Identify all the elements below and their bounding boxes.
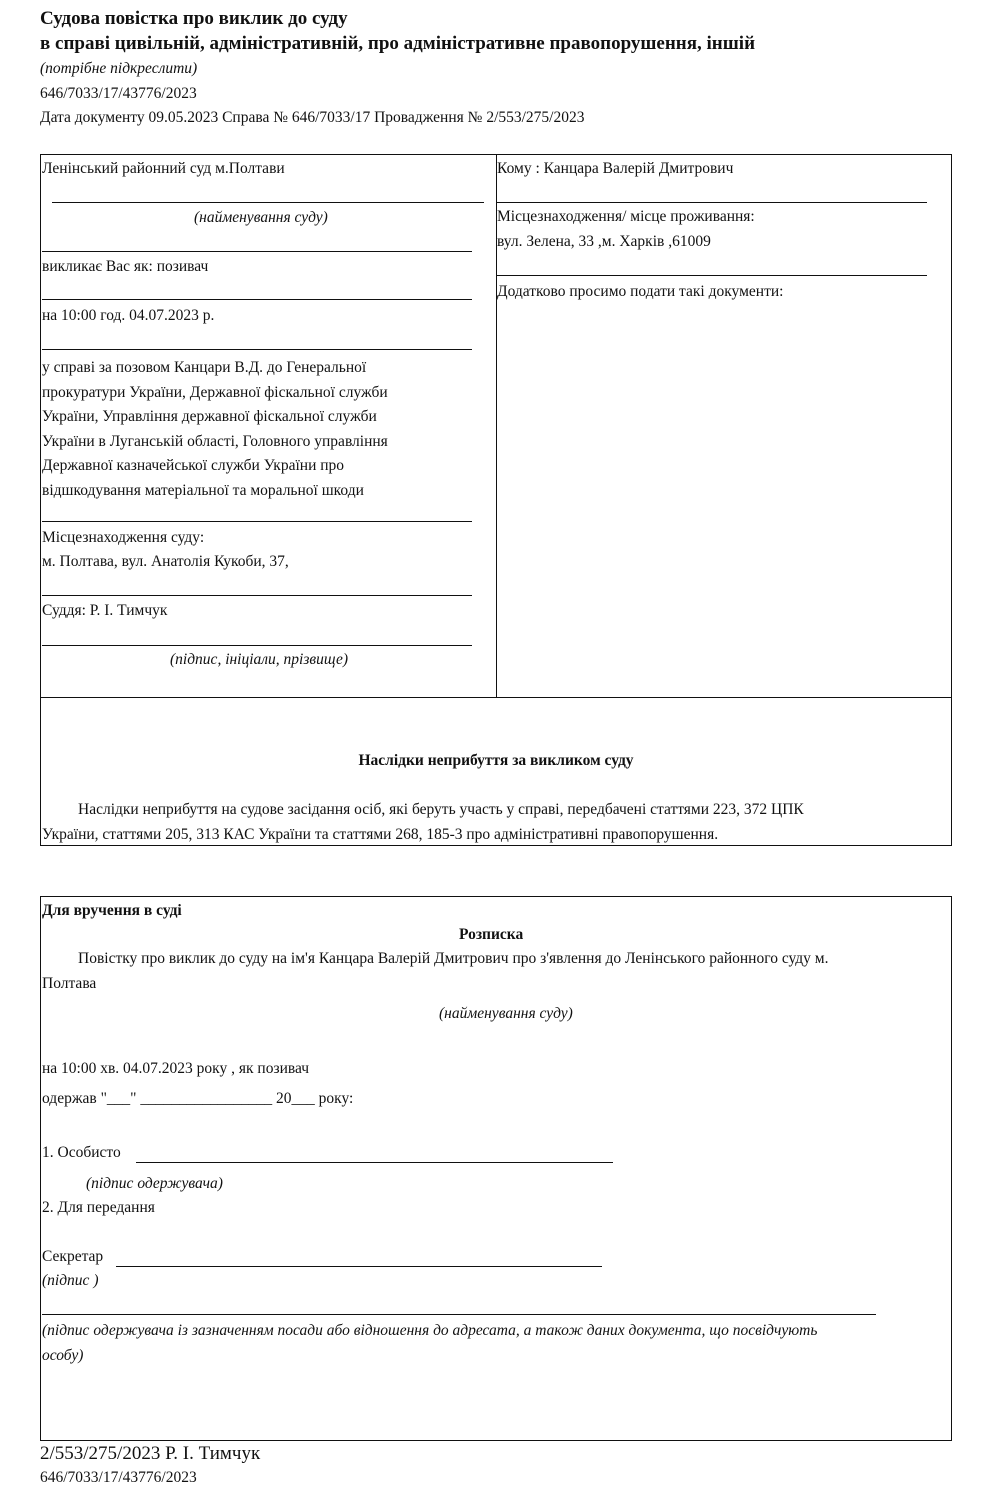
recipient-note-1: (підпис одержувача із зазначенням посади або відношення до адресата, а також даних документа, що посвідчують bbox=[42, 1322, 818, 1339]
court-location-label: Місцезнаходження суду: bbox=[42, 529, 205, 546]
court-location: м. Полтава, вул. Анатолія Кукоби, 37, bbox=[42, 553, 289, 570]
rule bbox=[497, 202, 927, 203]
document-info-line: Дата документу 09.05.2023 Справа № 646/7033/17 Провадження № 2/553/275/2023 bbox=[40, 109, 585, 126]
recipient-name: Кому : Канцара Валерій Дмитрович bbox=[497, 160, 734, 177]
judge-name: Суддя: Р. І. Тимчук bbox=[42, 602, 168, 619]
case-line: України, Управління державної фіскальної служби bbox=[42, 408, 377, 426]
case-line: прокуратури України, Державної фіскальної служби bbox=[42, 383, 388, 401]
personally-signature-rule bbox=[136, 1162, 613, 1163]
recipient-signature-caption: (підпис одержувача) bbox=[86, 1175, 223, 1192]
summons-role: викликає Вас як: позивач bbox=[42, 258, 209, 275]
case-line: України в Луганській області, Головного управління bbox=[42, 432, 388, 450]
residence-label: Місцезнаходження/ місце проживання: bbox=[497, 208, 755, 225]
receipt-text-2: Полтава bbox=[42, 975, 97, 992]
secretary-signature-rule bbox=[116, 1266, 602, 1267]
underline-note: (потрібне підкреслити) bbox=[40, 60, 198, 77]
rule bbox=[42, 645, 472, 646]
recipient-address: вул. Зелена, 33 ,м. Харків ,61009 bbox=[497, 233, 711, 250]
personally-label: 1. Особисто bbox=[42, 1144, 121, 1161]
document-title: Судова повістка про виклик до суду bbox=[40, 8, 348, 29]
receipt-datetime: на 10:00 хв. 04.07.2023 року , як позивач bbox=[42, 1060, 310, 1077]
receipt-court-caption: (найменування суду) bbox=[439, 1005, 573, 1022]
rule bbox=[497, 275, 927, 276]
court-name-rule bbox=[52, 202, 484, 203]
consequences-text-2: України, статтями 205, 313 КАС України та статтями 268, 185-3 про адміністративні правопорушення. bbox=[42, 826, 719, 843]
recipient-note-2: особу) bbox=[42, 1347, 84, 1364]
court-name: Ленінський районний суд м.Полтави bbox=[42, 160, 285, 177]
rule bbox=[42, 299, 472, 300]
secretary-signature-caption: (підпис ) bbox=[42, 1272, 99, 1289]
receipt-for-court: Для вручення в суді bbox=[42, 902, 182, 919]
consequences-heading: Наслідки неприбуття за викликом суду bbox=[358, 752, 634, 769]
document-number: 646/7033/17/43776/2023 bbox=[40, 85, 197, 102]
extra-documents-label: Додатково просимо подати такі документи: bbox=[497, 283, 784, 300]
received-date-line: одержав "___" _________________ 20___ року: bbox=[42, 1090, 354, 1107]
secretary-label: Секретар bbox=[42, 1248, 104, 1265]
court-name-caption: (найменування суду) bbox=[194, 209, 328, 226]
receipt-text-1: Повістку про виклик до суду на ім'я Канцара Валерій Дмитрович про з'явлення до Ленінського районного суду м. bbox=[78, 950, 829, 967]
signature-caption: (підпис, ініціали, прізвище) bbox=[170, 651, 349, 668]
receipt-box bbox=[40, 896, 952, 1441]
rule bbox=[42, 251, 472, 252]
footer-case-judge: 2/553/275/2023 Р. І. Тимчук bbox=[40, 1443, 261, 1464]
hearing-datetime: на 10:00 год. 04.07.2023 р. bbox=[42, 307, 215, 324]
case-line: у справі за позовом Канцари В.Д. до Генеральної bbox=[42, 359, 367, 376]
footer-document-number: 646/7033/17/43776/2023 bbox=[40, 1469, 197, 1486]
rule bbox=[42, 521, 472, 522]
case-line: Державної казначейської служби України про bbox=[42, 457, 345, 475]
case-line: відшкодування матеріальної та моральної шкоди bbox=[42, 481, 364, 499]
for-transfer-label: 2. Для передання bbox=[42, 1199, 155, 1216]
recipient-note-rule bbox=[42, 1314, 876, 1315]
rule bbox=[42, 595, 472, 596]
document-subtitle: в справі цивільній, адміністративній, про адміністративне правопорушення, іншій bbox=[40, 33, 756, 54]
summons-divider bbox=[40, 697, 952, 698]
receipt-heading: Розписка bbox=[459, 926, 524, 943]
case-description bbox=[42, 356, 388, 504]
rule bbox=[42, 349, 472, 350]
consequences-text-1: Наслідки неприбуття на судове засідання осіб, які беруть участь у справі, передбачені статтями 223, 372 ЦПК bbox=[78, 801, 804, 818]
